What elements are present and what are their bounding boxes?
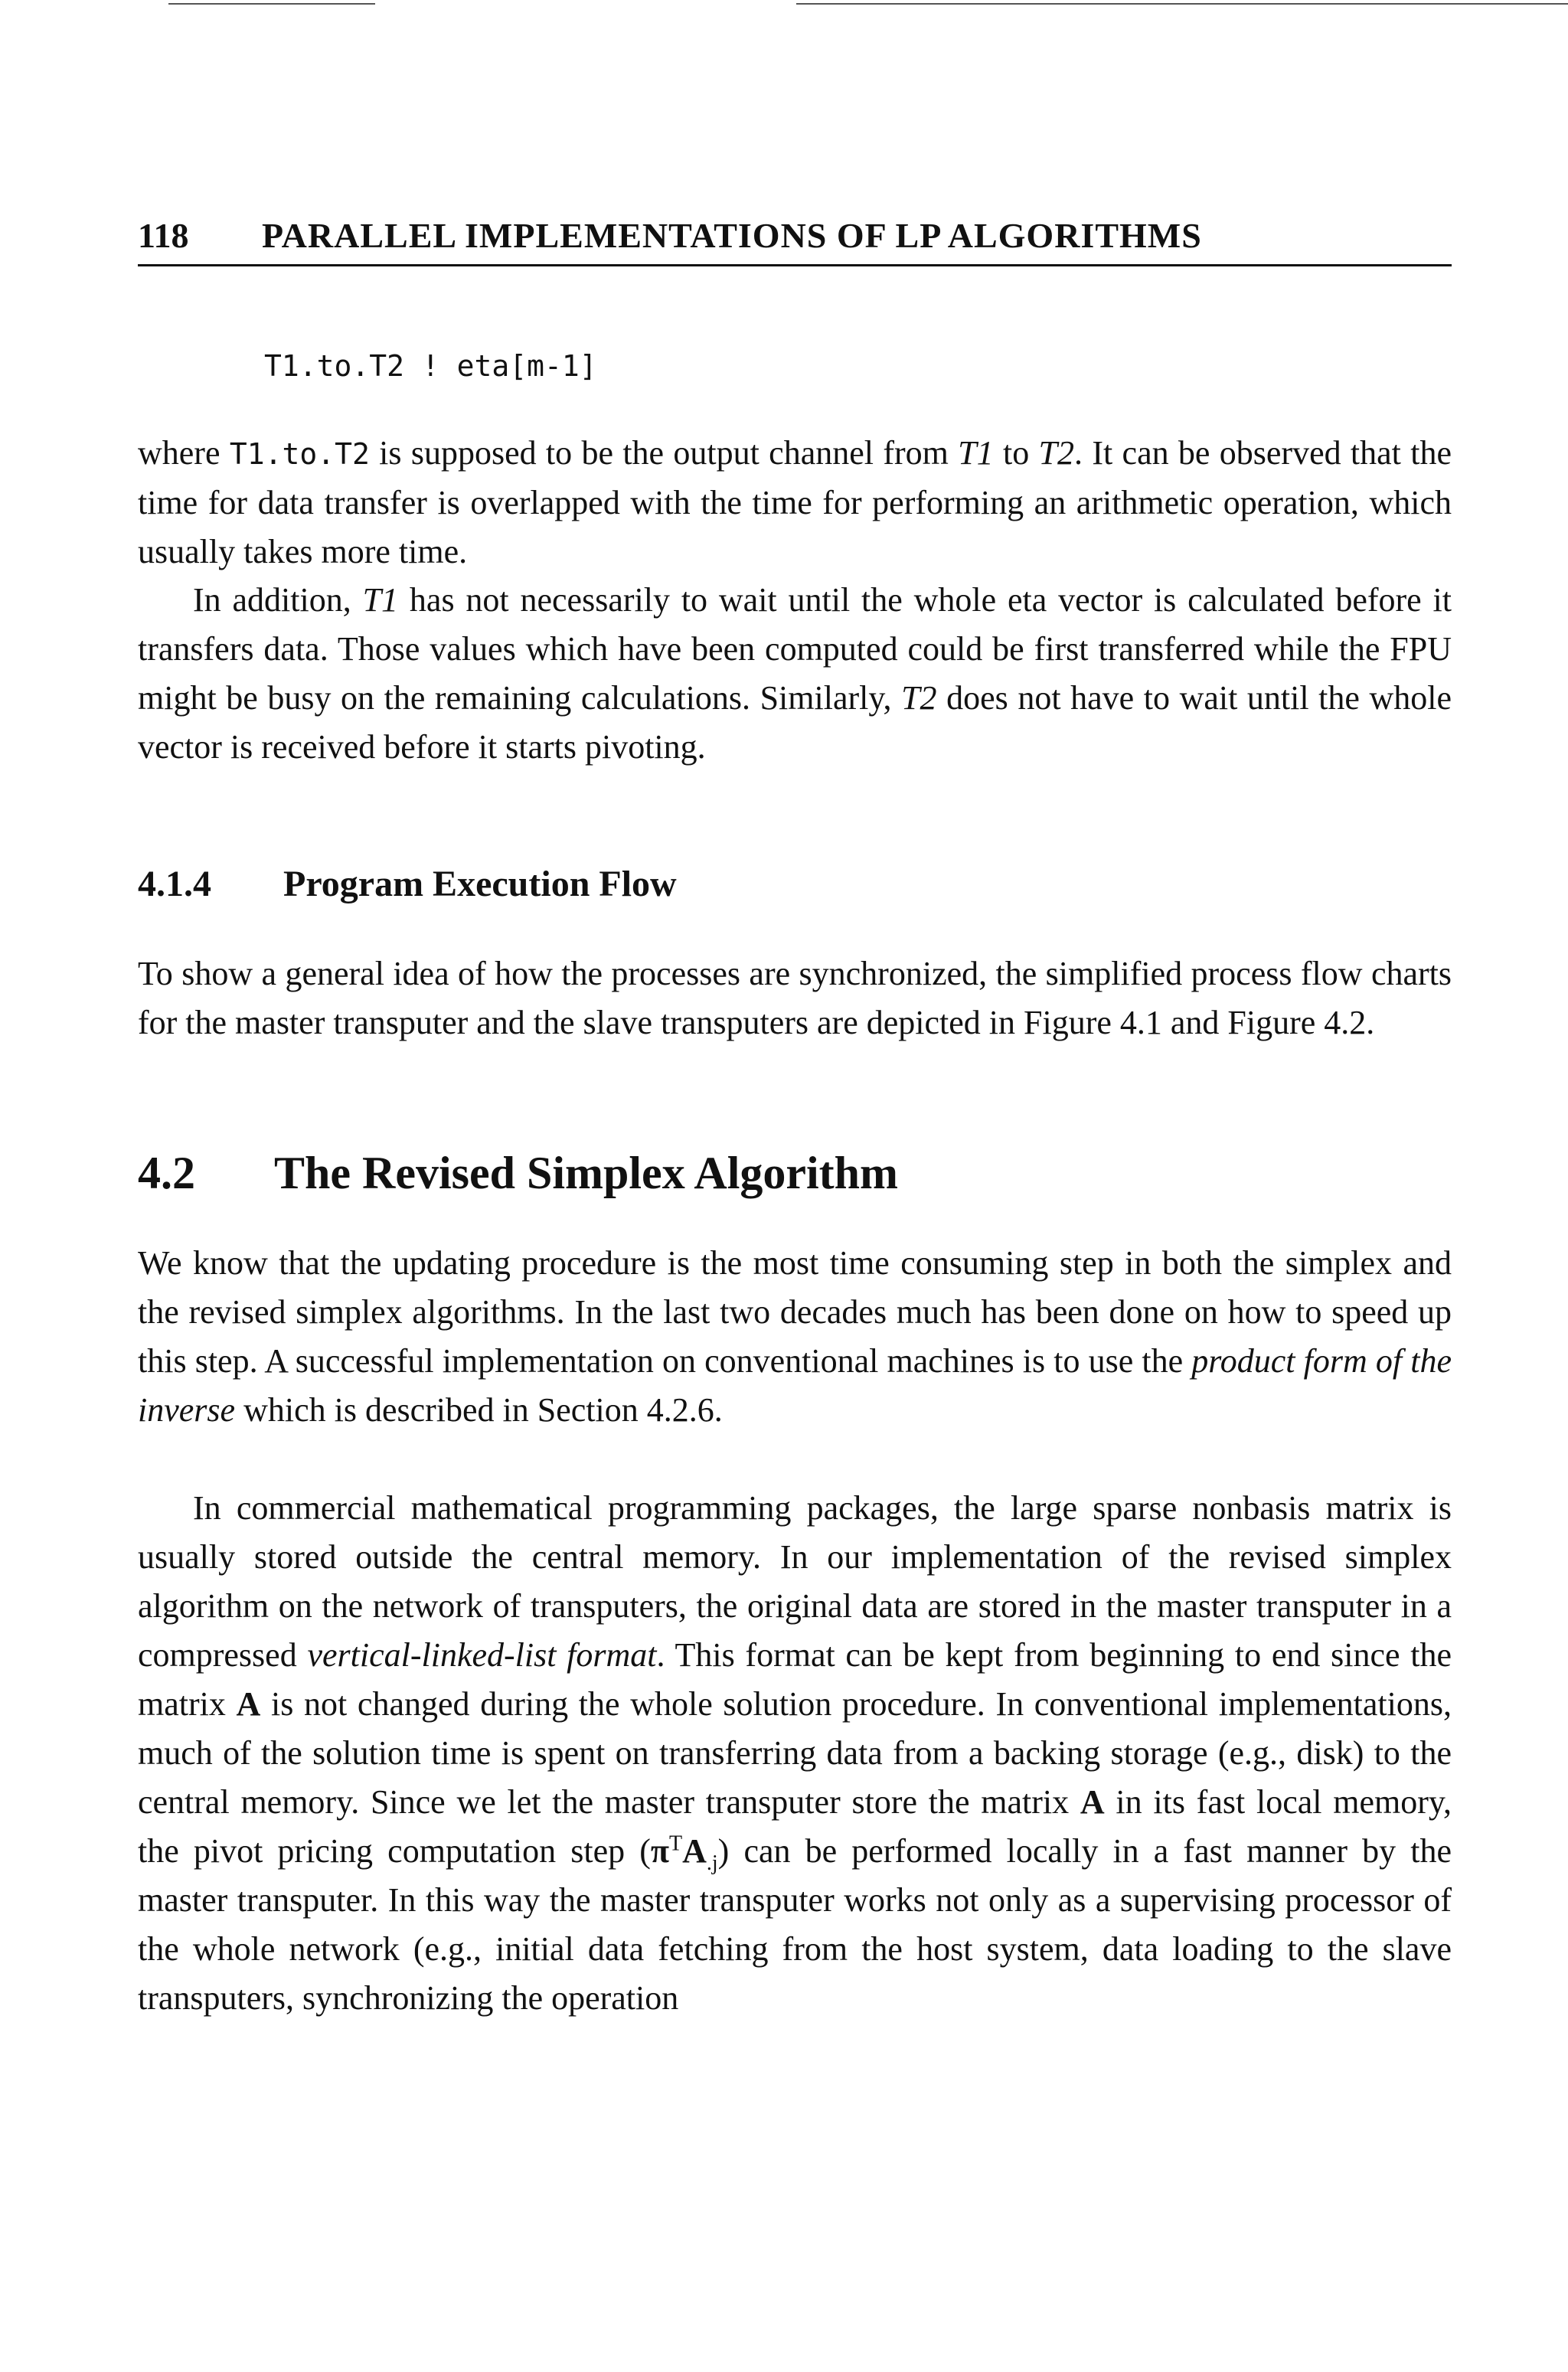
transputer-t2: T2 — [1038, 434, 1075, 472]
para1-text-a: where — [138, 434, 230, 472]
paragraph-updating-procedure — [138, 1239, 1452, 1435]
page-number: 118 — [138, 216, 189, 255]
subsection-heading — [138, 860, 677, 909]
transputer-t1: T1 — [958, 434, 994, 472]
scan-edge-rule-right — [796, 3, 1568, 5]
section-title: The Revised Simplex Algorithm — [274, 1148, 899, 1198]
para1-text-d: . It can be observed that the time for data transfer is overlapped with the time for performing an arithmetic operation, which usually takes more time. — [138, 434, 1452, 570]
running-head-title: PARALLEL IMPLEMENTATIONS OF LP ALGORITHMS — [262, 216, 1202, 255]
matrix-symbol: A — [682, 1832, 707, 1870]
para2-text-c: does not have to wait until the whole vector is received before it starts pivoting. — [138, 679, 1452, 766]
matrix-symbol: A — [1080, 1783, 1105, 1821]
para1-text-c: to — [993, 434, 1039, 472]
scan-edge-rule-left — [168, 3, 375, 5]
paragraph-channel-output — [138, 429, 1452, 577]
subsection-title: Program Execution Flow — [283, 864, 677, 904]
para5-text-d: in its fast local memory, the pivot pricing computation step ( — [138, 1783, 1452, 1870]
column-index-subscript: .j — [706, 1851, 718, 1875]
emphasis-vertical-linked-list: vertical-linked-list format — [307, 1636, 657, 1674]
para2-text-b: has not necessarily to wait until the whole eta vector is calculated before it transfers data. Those values which have been computed could be first transferred while the FPU might be busy on the remaining calculations. Similarly, — [138, 581, 1452, 717]
subsection-number: 4.1.4 — [138, 864, 211, 904]
transpose-superscript: T — [669, 1831, 683, 1856]
pi-symbol: π — [650, 1832, 669, 1870]
running-head — [138, 213, 1452, 266]
paragraph-overlap — [138, 576, 1452, 772]
para5-text-e: ) can be performed locally in a fast manner by the master transputer. In this way the master transputer works not only as a supervising processor of the whole network (e.g., initial data fetching from the host system, data loading to the slave transputers, synchronizing the operation — [138, 1832, 1452, 2017]
para4-text-b: which is described in Section 4.2.6. — [235, 1391, 723, 1429]
emphasis-product-form: product form of the inverse — [138, 1342, 1452, 1429]
transputer-t2: T2 — [901, 679, 937, 717]
para1-text-b: is supposed to be the output channel from — [369, 434, 959, 472]
paragraph-commercial-packages — [138, 1484, 1452, 2023]
para4-text-a: We know that the updating procedure is the most time consuming step in both the simplex and the revised simplex algorithms. In the last two decades much has been done on how to speed up this step. A successful implementation on conventional machines is to use the — [138, 1244, 1452, 1380]
section-number: 4.2 — [138, 1148, 195, 1198]
code-line: T1.to.T2 ! eta[m-1] — [264, 349, 597, 383]
channel-name-code: T1.to.T2 — [229, 437, 370, 471]
matrix-symbol: A — [236, 1685, 261, 1723]
section-heading — [138, 1142, 898, 1204]
para5-text-c: is not changed during the whole solution procedure. In conventional implementations, much of the solution time is spent on transferring data from a backing storage (e.g., disk) to the central memory. Since we let the master transputer store the matrix — [138, 1685, 1452, 1821]
transputer-t1: T1 — [362, 581, 399, 619]
para2-text-a: In addition, — [193, 581, 363, 619]
paragraph-execution-flow: To show a general idea of how the processes are synchronized, the simplified process flow charts for the master transputer and the slave transputers are depicted in Figure 4.1 and Figure 4.2. — [138, 955, 1452, 1041]
para5-text-a: In commercial mathematical programming packages, the large sparse nonbasis matrix is usually stored outside the central memory. In our implementation of the revised simplex algorithm on the network of transputers, the original data are stored in the master transputer in a compressed — [138, 1489, 1452, 1674]
para5-text-b: . This format can be kept from beginning to end since the matrix — [138, 1636, 1452, 1723]
